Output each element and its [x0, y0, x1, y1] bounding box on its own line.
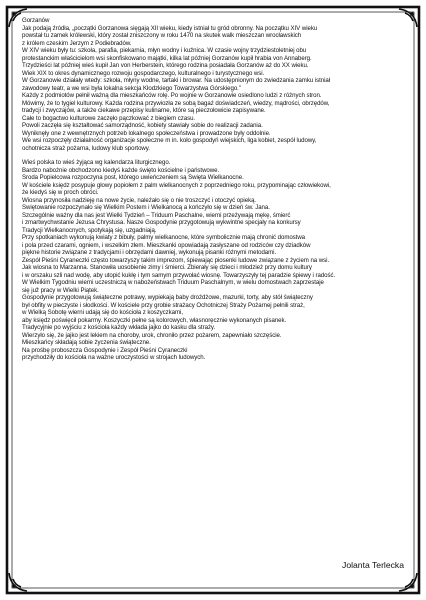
text-line: przychodziły do kościoła na ważne uroczystości w strojach ludowych. — [22, 354, 206, 361]
text-line: i pola przed czarami, ogniem, i wszelkim złem. Mieszkanki opowiadają zasłyszane od rodziców czy dziadków — [22, 241, 311, 249]
text-line: Jak podają źródła, „początki Gorzanowa sięgają XII wieku, kiedy istniał tu gród obronny. Na początku XIV wieku — [22, 24, 318, 32]
text-line: Świętowanie rozpoczynało się Wielkim Postem i Wielkanocą a kończyło się w dzień św. Jana. — [22, 204, 270, 211]
text-line: Wieś polska to wieś żyjąca wg kalendarza liturgicznego. — [22, 159, 171, 166]
text-line: protestanckim właścicielom wsi skonfiskowano majątki, kilka lat później Gorzanów kupił hrabia von Annaberg. — [22, 54, 312, 62]
text-line: Mówimy, że to tygiel kulturowy. Każda rodzina przywiozła ze sobą bagaż doświadczeń, wiedzy, mądrości, obrzędów, — [22, 99, 330, 107]
text-line: że kiedyś się w proch obróci. — [22, 189, 99, 196]
text-line: się juž pracy w Wielki Piątek. — [22, 286, 99, 294]
text-line: Całe to bogactwo kulturowe zaczęło pączkować z biegiem czasu. — [22, 114, 196, 122]
frame-corner-dot — [410, 12, 414, 16]
text-line: W kościele księdz posypuje głowy popiołem z palm wielkanocnych z poprzedniego roku, przypominając człowiekowi, — [22, 181, 331, 189]
text-line: Tradycji Wielkanocnych, spotykają się, uzgadniają. — [22, 226, 157, 234]
text-line: Bardzo nabożnie obchodzono kiedyś każde święto kościelne i państwowe. — [22, 166, 220, 174]
text-line: zawodowy teatr, a we wsi była lokalna sekcja Kłodzkiego Towarzystwa Górskiego.” — [22, 84, 241, 92]
text-line: z królem czeskim Jerzym z Podiebradów. — [22, 39, 132, 47]
text-line: Wierzyło się, że jajko jest lekiem na choroby, urok, chroniło przez pożarem, zapewniało szczęście. — [22, 331, 282, 339]
text-line: Jak wiosna to Marzanna. Stanowiła uosobienie zimy i śmierci. Zbierały się dzieci i młodzież przy domu kultury — [22, 264, 312, 271]
text-line: piękne historie związane z tradycjami i obrzędami dawniej, wykonują pisanki różnymi metodami. — [22, 249, 277, 256]
text-line: i zmartwychwstanie Jezusa Chrystusa. Nasze Gospodynie przygotowują wykwintne specjały na konkursy — [22, 219, 301, 226]
frame-corner-dot — [410, 584, 414, 588]
text-line: tradycji i zwyczajów, a także ciekawe przepisy kulinarne, które są pieczołowicie zapisywane. — [22, 107, 266, 114]
letter-body — [22, 17, 410, 362]
text-line: Środa Popielcowa rozpoczyna post, którego uwieńczeniem są Święta Wielkanocne. — [22, 174, 244, 181]
text-line: Zespół Pieśni Cyraneczki często towarzyszy takim imprezom, śpiewając piosenki ludowe związane z życiem na wsi. — [22, 256, 330, 264]
text-line: We wsi rozpoczęły działalność organizacje społeczne m in. koło gospodyń wiejskich, liga kobiet, zespół ludowy, — [22, 137, 317, 144]
text-line: Wyniknęły one z wewnętrznych potrzeb lokalnego społeczeństwa i prowadzone były oddolnie. — [22, 129, 271, 137]
text-line: Przy spotkaniach wykonują kwiaty z bibuły, palmy wielkanocne, które symbolicznie mają chronić domostwa — [22, 234, 306, 241]
text-line: W Wielkim Tygodniu wierni uczestniczą w nabożeństwach Triduum Paschalnym, w wielu domostwach zaprzestaje — [22, 279, 324, 286]
text-line: W Gorzanowie działały wtedy: szkoła, młyny wodne, tartaki i browar. Na udostępnionym do zwiedzania zamku istniał — [22, 77, 331, 84]
paragraph-history — [22, 17, 410, 152]
author-signature: Jolanta Terlecka — [342, 560, 404, 570]
text-line: Gorzanów — [22, 17, 50, 24]
frame-corner-dot — [12, 12, 16, 16]
text-line: Mieszkańcy składają sobie życzenia świąteczne. — [22, 339, 151, 346]
text-line: Powoli zaczęła się kształtować samorządność, kobiety stawiały sobie do realizacji zadania. — [22, 122, 263, 129]
text-line: Wiek XIX to okres dynamicznego rozwoju gospodarczego, kulturalnego i turystycznego wsi. — [22, 69, 265, 77]
paragraph-gap — [22, 152, 410, 159]
text-line: Gospodynie przygotowują świąteczne potrawy, wypiekają baby drożdżowe, mazurki, torty, aby stół świąteczny — [22, 294, 313, 301]
text-line: i w orszaku szli nad wodę, aby utopić kukłę i tym samym przywołać wiosnę. Towarzyszyły tej paradzie śpiewy i radość. — [22, 271, 336, 279]
text-line: Tradycyjnie po wyjściu z kościoła każdy wkłada jajko do kasku dla straży. — [22, 324, 216, 331]
text-line: Na prośbę proboszcza Gospodynie i Zespół Pieśni Cyraneczki — [22, 346, 188, 354]
text-line: Każdy z podmiotów pełnił ważną dla mieszkańców rolę. Po wojnie w Gorzanowie osiedlono ludzi z różnych stron. — [22, 92, 322, 99]
text-line: powstał tu zamek królewski, który został zniszczony w roku 1470 na skutek walk mieszczan wrocławskich — [22, 32, 302, 39]
text-line: ochotnicza straż pożarna, ludowy klub sportowy. — [22, 144, 150, 152]
text-line: był obfity w pieczyste i słodkości. W kościele przy grobie strażacy Ochotniczej Straży Pożarnej pełnili straż, — [22, 301, 305, 309]
text-line: Szczególnie ważny dla nas jest Wielki Tydzień – Triduum Paschalne, wierni przeżywają mękę, śmierć — [22, 211, 291, 219]
text-line: w Wielką Sobotę wierni udają się do kościoła z koszyczkami, — [22, 309, 183, 316]
frame-corner-dot — [12, 584, 16, 588]
text-line: Wiosna przynosiła nadzieję na nowe życie, należało się o nie troszczyć i otoczyć opieką. — [22, 196, 257, 204]
text-line: Trzydzieści lat później wieś kupił Jan von Herberstein, którego rodzina posiadała Gorzanów aż do XX wieku. — [22, 62, 309, 69]
text-line: W XIV wieku były tu: szkoła, parafia, piekarnia, młyn wodny i kuźnica. W czasie wojny trzydziestoletniej obu — [22, 47, 307, 54]
paragraph-traditions — [22, 159, 410, 362]
text-line: aby księdz poświęcił pokarmy. Koszyczki pełne są kolorowych, własnoręcznie wykonanych pisanek. — [22, 316, 287, 324]
